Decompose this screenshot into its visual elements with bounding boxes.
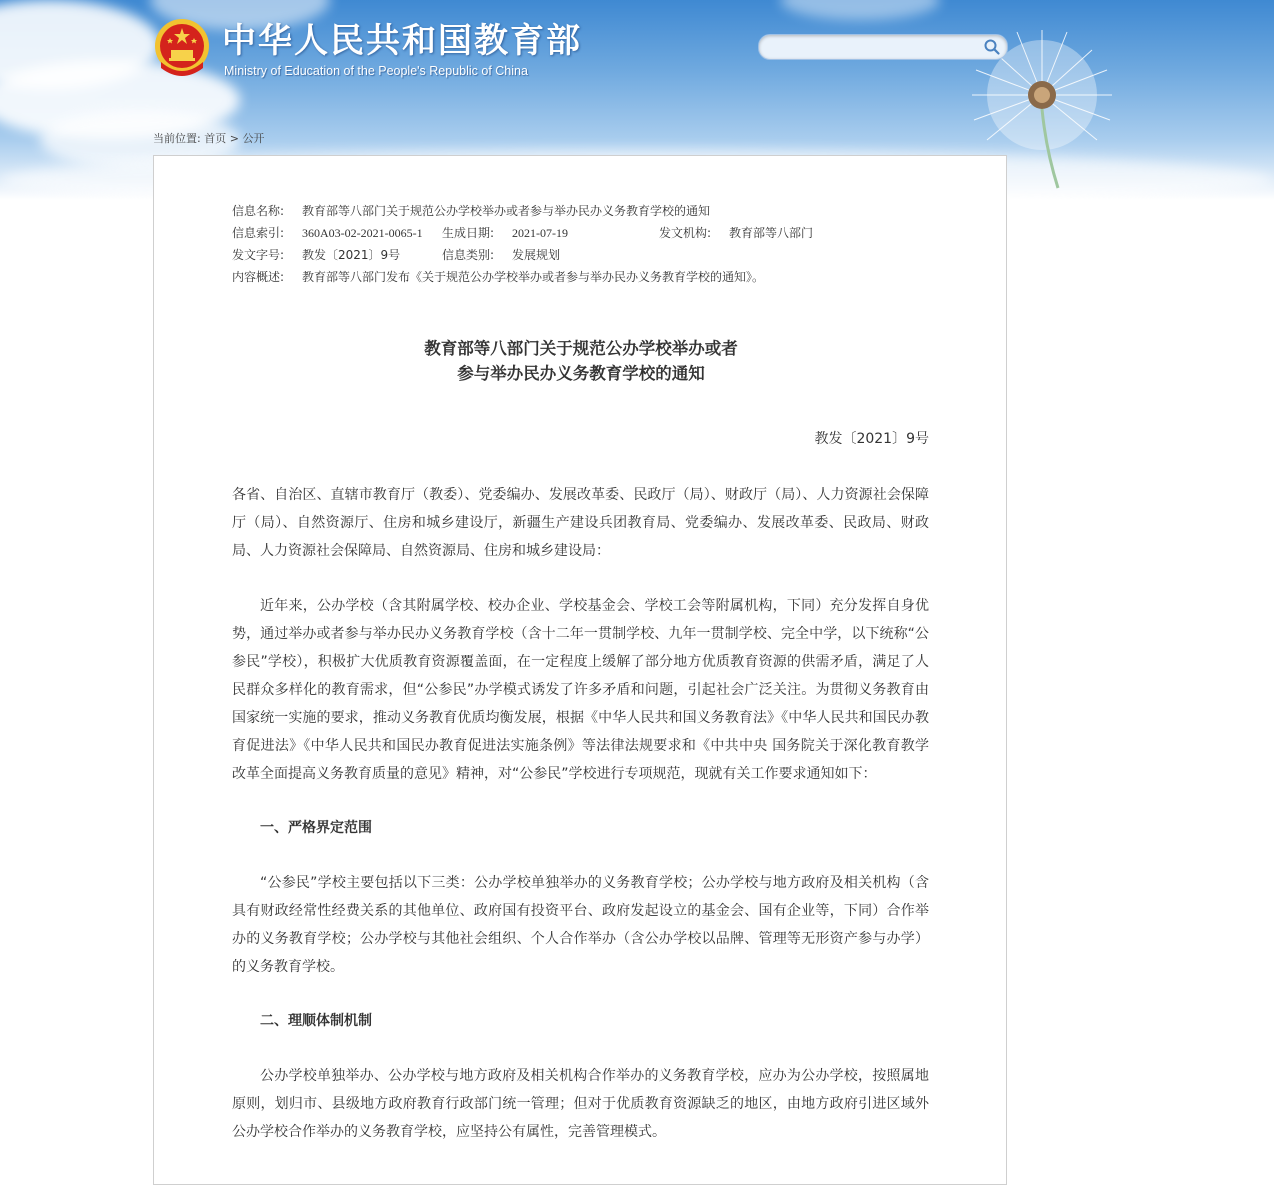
document-title-line-2: 参与举办民办义务教育学校的通知	[457, 364, 705, 383]
meta-date-value: 2021-07-19	[512, 226, 568, 240]
section-heading-1: 一、严格界定范围	[260, 820, 372, 836]
meta-docno-label: 发文字号:	[232, 248, 285, 262]
national-emblem-icon	[153, 18, 211, 78]
breadcrumb-prefix: 当前位置:	[153, 132, 201, 145]
article-panel	[153, 155, 1007, 1185]
intro-paragraph: 近年来，公办学校（含其附属学校、校办企业、学校基金会、学校工会等附属机构，下同）充分发挥自身优势，通过举办或者参与举办民办义务教育学校（含十二年一贯制学校、九年一贯制学校、完全中学，以下统称“公参民”学校），积极扩大优质教育资源覆盖面，在一定程度上缓解了部分地方优质教育资源的供需矛盾，满足了人民群众多样化的教育需求，但“公参民”办学模式诱发了许多矛盾和问题，引起社会广泛关注。为贯彻义务教育由国家统一实施的要求，推动义务教育优质均衡发展，根据《中华人民共和国义务教育法》《中华人民共和国民办教育促进法》《中华人民共和国民办教育促进法实施条例》等法律法规要求和《中共中央 国务院关于深化教育教学改革全面提高义务教育质量的意见》精神，对“公参民”学校进行专项规范，现就有关工作要求通知如下：	[232, 598, 929, 782]
meta-name-label: 信息名称:	[232, 204, 285, 218]
meta-index-label: 信息索引:	[232, 226, 285, 240]
meta-docno-value: 教发〔2021〕9号	[302, 248, 401, 262]
search-icon[interactable]	[983, 38, 1001, 56]
section-2-paragraph: 公办学校单独举办、公办学校与地方政府及相关机构合作举办的义务教育学校，应办为公办学校，按照属地原则，划归市、县级地方政府教育行政部门统一管理；但对于优质教育资源缺乏的地区，由地方政府引进区域外公办学校合作举办的义务教育学校，应坚持公有属性，完善管理模式。	[232, 1068, 929, 1140]
section-1-paragraph: “公参民”学校主要包括以下三类：公办学校单独举办的义务教育学校；公办学校与地方政府及相关机构（含具有财政经常性经费关系的其他单位、政府国有投资平台、政府发起设立的基金会、国有企业等，下同）合作举办的义务教育学校；公办学校与其他社会组织、个人合作举办（含公办学校以品牌、管理等无形资产参与办学）的义务教育学校。	[232, 875, 929, 975]
site-title: 中华人民共和国教育部	[222, 21, 582, 61]
meta-category-label: 信息类别:	[442, 248, 495, 262]
cloud-decoration	[780, 0, 940, 20]
meta-date-label: 生成日期:	[442, 226, 495, 240]
meta-issuer-label: 发文机构:	[659, 226, 712, 240]
document-number: 教发〔2021〕9号	[814, 431, 929, 447]
breadcrumb	[153, 130, 264, 146]
meta-summary-value: 教育部等八部门发布《关于规范公办学校举办或者参与举办民办义务教育学校的通知》。	[302, 270, 765, 284]
site-subtitle-en: Ministry of Education of the People's Republic of China	[224, 64, 528, 78]
addressee-paragraph: 各省、自治区、直辖市教育厅（教委）、党委编办、发展改革委、民政厅（局）、财政厅（局）、人力资源社会保障厅（局）、自然资源厅、住房和城乡建设厅，新疆生产建设兵团教育局、党委编办、发展改革委、民政局、财政局、人力资源社会保障局、自然资源局、住房和城乡建设局：	[232, 487, 929, 559]
search-box	[758, 34, 1008, 60]
breadcrumb-separator: >	[229, 132, 239, 145]
section-heading-2: 二、理顺体制机制	[260, 1013, 372, 1029]
breadcrumb-home-link[interactable]: 首页	[204, 132, 227, 145]
meta-category-value: 发展规划	[512, 248, 561, 262]
meta-summary-label: 内容概述:	[232, 270, 285, 284]
document-title-line-1: 教育部等八部门关于规范公办学校举办或者	[424, 339, 738, 358]
search-input[interactable]	[771, 38, 971, 56]
meta-name-value: 教育部等八部门关于规范公办学校举办或者参与举办民办义务教育学校的通知	[302, 204, 711, 218]
meta-index-value: 360A03-02-2021-0065-1	[302, 226, 423, 240]
meta-issuer-value: 教育部等八部门	[729, 226, 814, 240]
breadcrumb-public-link[interactable]: 公开	[242, 132, 265, 145]
document-title	[154, 336, 1008, 386]
